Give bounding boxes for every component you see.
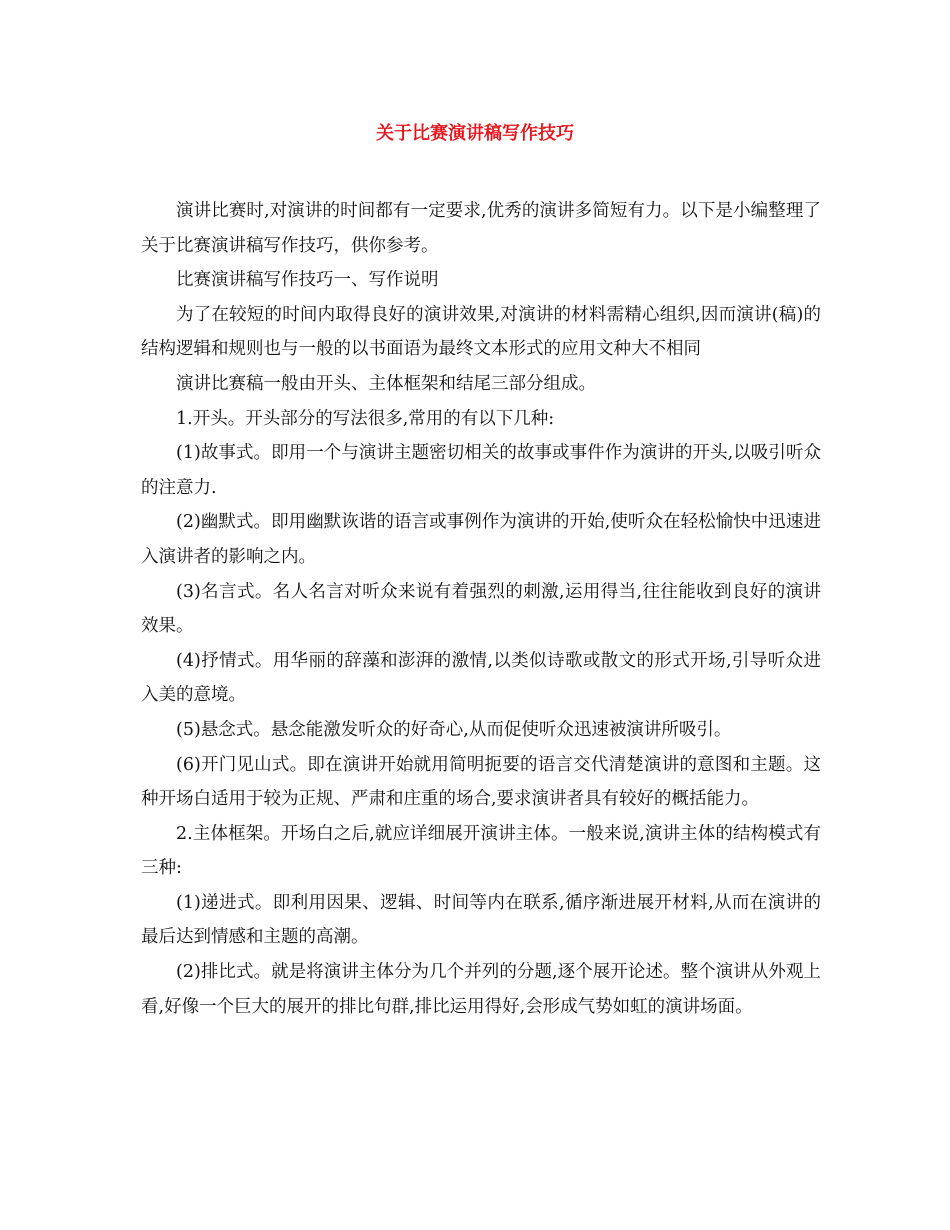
list-item-suspense: (5)悬念式。悬念能激发听众的好奇心,从而促使听众迅速被演讲所吸引。 <box>176 719 732 740</box>
list-item-progressive: (1)递进式。即利用因果、逻辑、时间等内在联系,循序渐进展开材料,从而在演讲的最后达到情感和主题的高潮。 <box>141 892 821 948</box>
paragraph-opening: 1.开头。开头部分的写法很多,常用的有以下几种: <box>176 408 555 429</box>
list-item-story: (1)故事式。即用一个与演讲主题密切相关的故事或事件作为演讲的开头,以吸引听众的注意力. <box>141 443 821 498</box>
list-item-direct: (6)开门见山式。即在演讲开始就用简明扼要的语言交代清楚演讲的意图和主题。这种开场白适用于较为正规、严肃和庄重的场合,要求演讲者具有较好的概括能力。 <box>141 754 821 810</box>
section-heading: 比赛演讲稿写作技巧一、写作说明 <box>176 270 439 291</box>
paragraph-main-body: 2.主体框架。开场白之后,就应详细展开演讲主体。一般来说,演讲主体的结构模式有三种: <box>141 823 821 879</box>
paragraph-intro: 演讲比赛时,对演讲的时间都有一定要求,优秀的演讲多简短有力。以下是小编整理了关于比赛演讲稿写作技巧，供你参考。 <box>141 201 821 256</box>
list-item-quote: (3)名言式。名人名言对听众来说有着强烈的刺激,运用得当,往往能收到良好的演讲效果。 <box>141 581 821 637</box>
document-title: 关于比赛演讲稿写作技巧 <box>376 123 574 144</box>
list-item-humor: (2)幽默式。即用幽默诙谐的语言或事例作为演讲的开始,使听众在轻松愉快中迅速进入演讲者的影响之内。 <box>141 512 821 567</box>
paragraph-structure: 演讲比赛稿一般由开头、主体框架和结尾三部分组成。 <box>176 373 596 394</box>
list-item-parallel: (2)排比式。就是将演讲主体分为几个并列的分题,逐个展开论述。整个演讲从外观上看,好像一个巨大的展开的排比句群,排比运用得好,会形成气势如虹的演讲场面。 <box>141 962 821 1017</box>
paragraph-writing-note: 为了在较短的时间内取得良好的演讲效果,对演讲的材料需精心组织,因而演讲(稿)的结构逻辑和规则也与一般的以书面语为最终文本形式的应用文种大不相同 <box>141 304 821 360</box>
list-item-lyrical: (4)抒情式。用华丽的辞藻和澎湃的激情,以类似诗歌或散文的形式开场,引导听众进入美的意境。 <box>141 650 821 706</box>
document-body <box>141 194 821 1024</box>
